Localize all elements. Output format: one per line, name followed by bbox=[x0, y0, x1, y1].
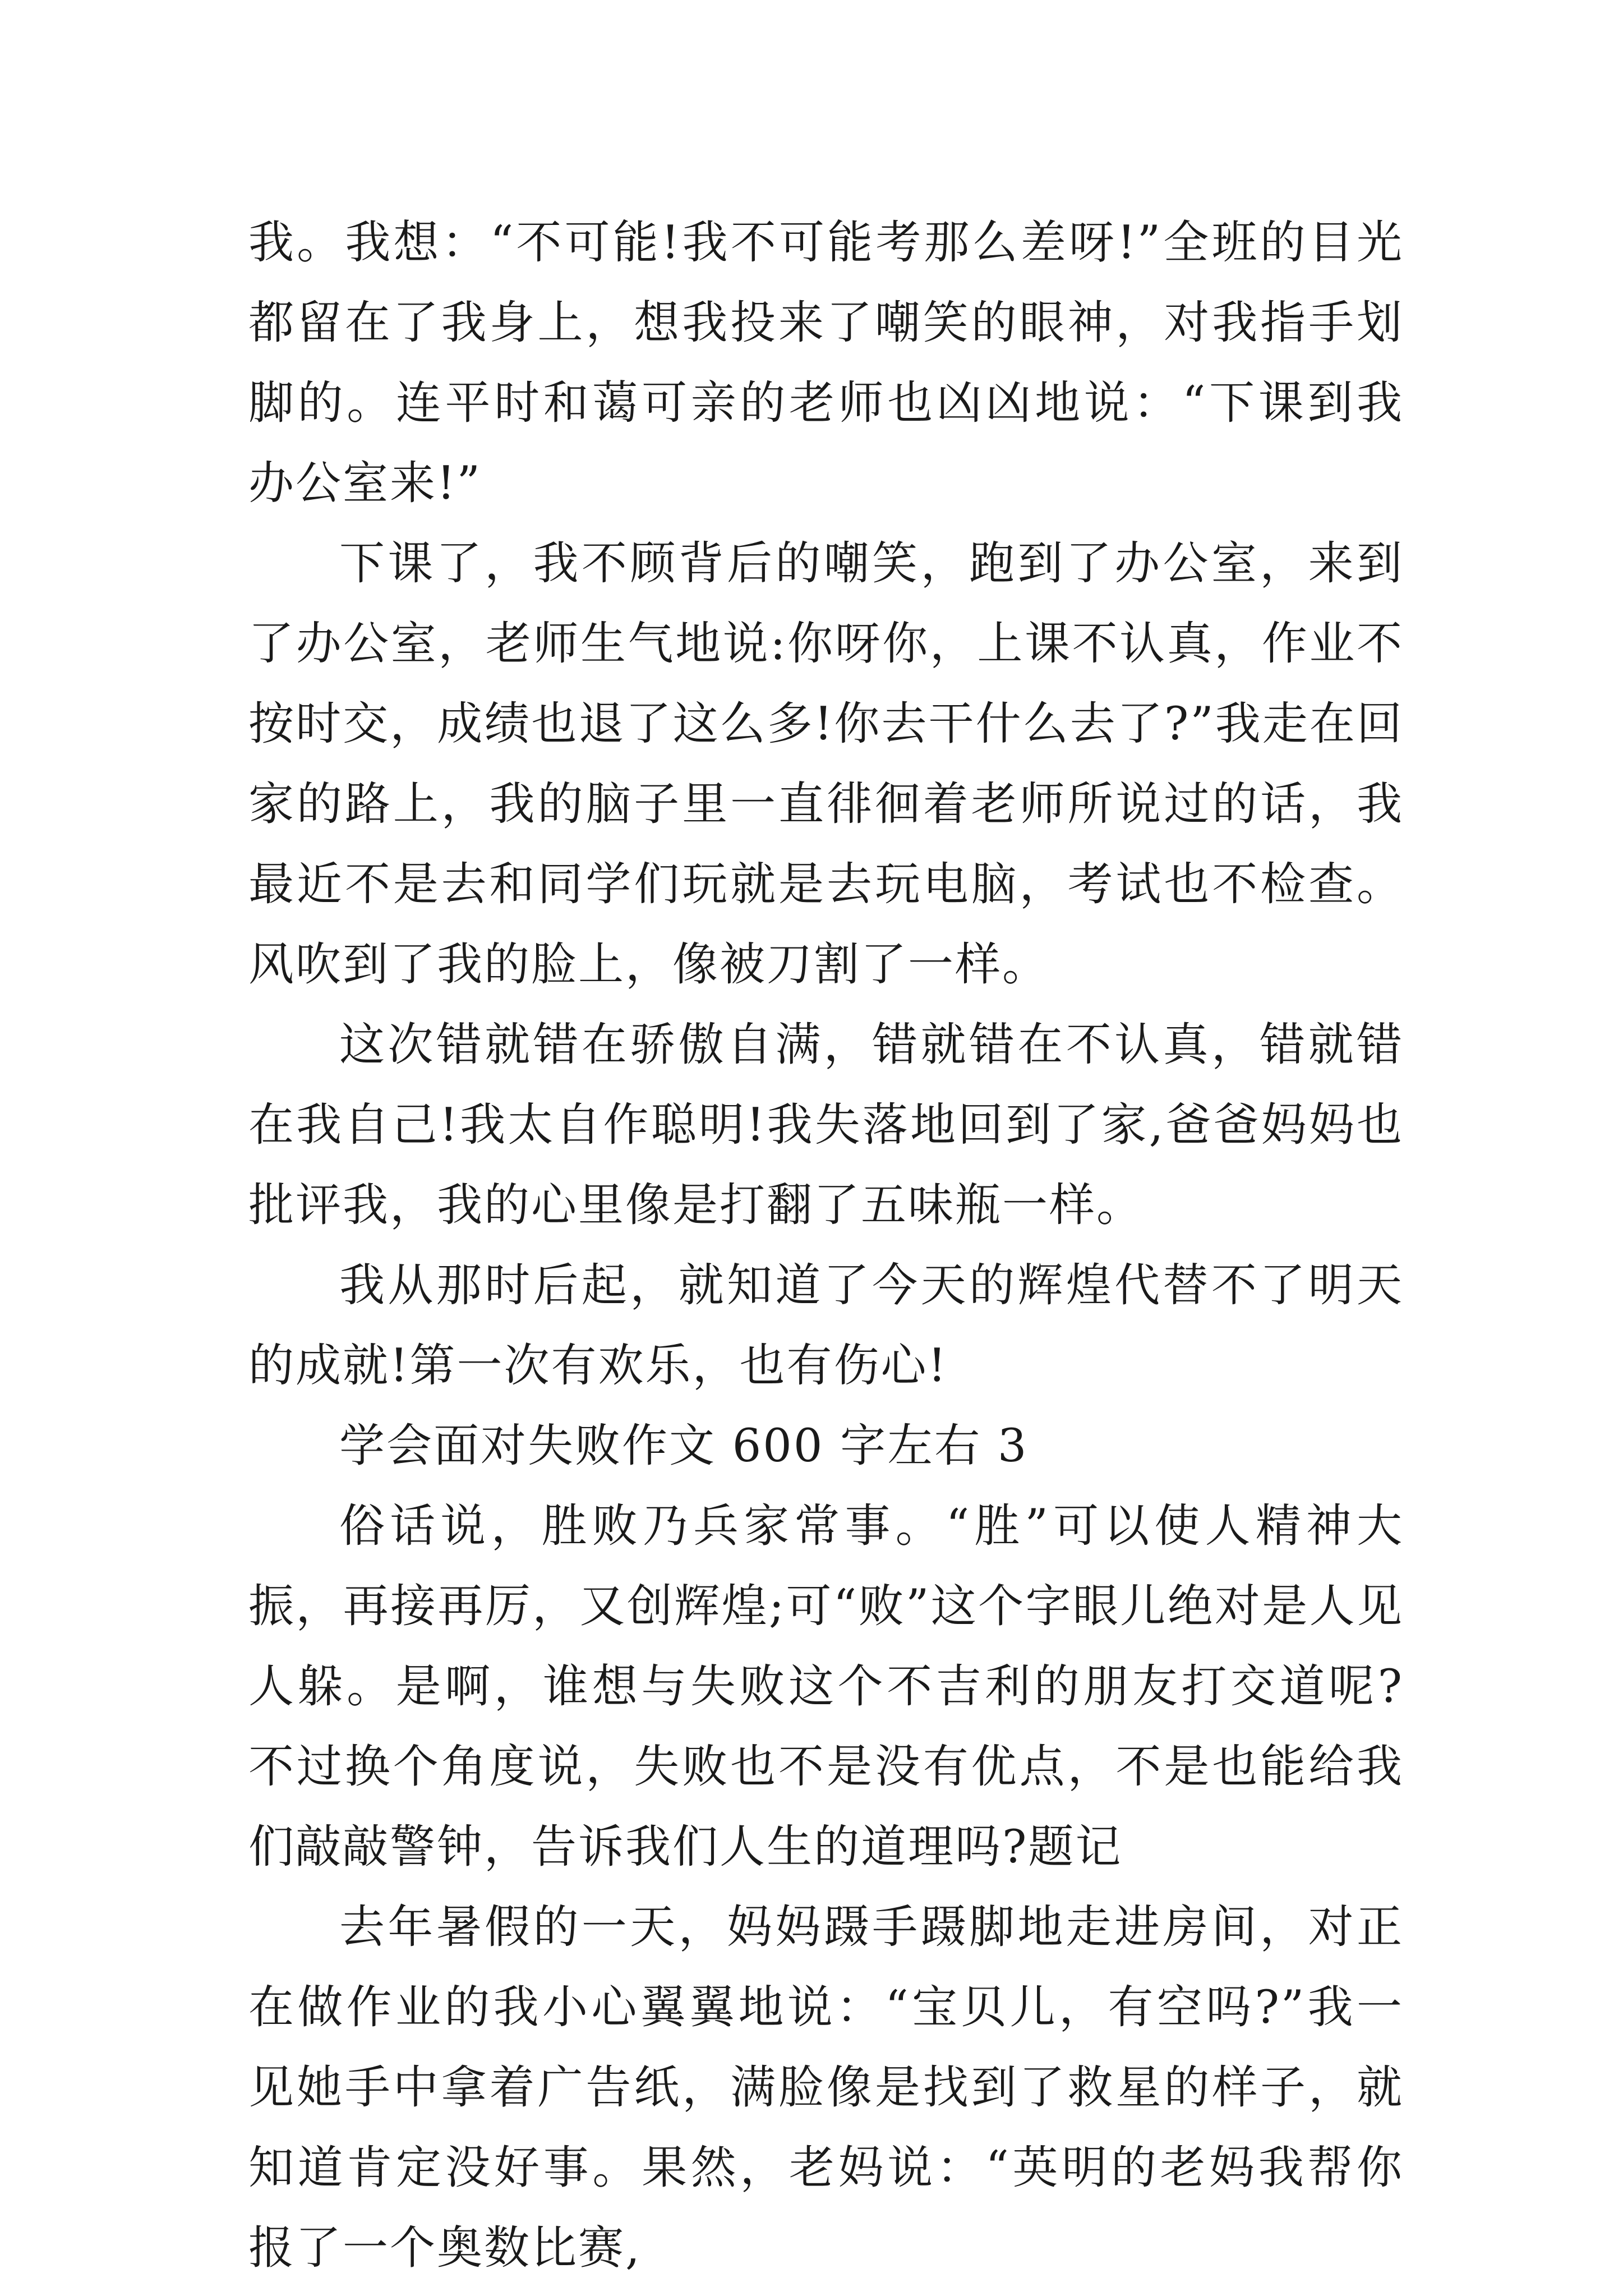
paragraph: 我从那时后起，就知道了今天的辉煌代替不了明天的成就!第一次有欢乐，也有伤心! bbox=[248, 1259, 1404, 1392]
paragraph: 俗话说，胜败乃兵家常事。“胜”可以使人精神大振，再接再厉，又创辉煌;可“败”这个字眼儿绝对是人见人躲。是啊，谁想与失败这个不吉利的朋友打交道呢?不过换个角度说，失败也不是没有优点，不是也能给我们敲敲警钟，告诉我们人生的道理吗?题记 bbox=[248, 1500, 1404, 1874]
document-body bbox=[248, 203, 1404, 2289]
paragraph: 去年暑假的一天，妈妈蹑手蹑脚地走进房间，对正在做作业的我小心翼翼地说：“宝贝儿，有空吗?”我一见她手中拿着广告纸，满脸像是找到了救星的样子，就知道肯定没好事。果然，老妈说：“英明的老妈我帮你报了一个奥数比赛, bbox=[248, 1901, 1404, 2275]
section-title: 学会面对失败作文 600 字左右 3 bbox=[339, 1420, 1029, 1473]
paragraph-continued: 我。我想：“不可能!我不可能考那么差呀!”全班的目光都留在了我身上，想我投来了嘲笑的眼神，对我指手划脚的。连平时和蔼可亲的老师也凶凶地说：“下课到我办公室来!” bbox=[248, 217, 1404, 510]
paragraph: 这次错就错在骄傲自满，错就错在不认真，错就错在我自己!我太自作聪明!我失落地回到了家,爸爸妈妈也批评我，我的心里像是打翻了五味瓶一样。 bbox=[248, 1019, 1404, 1232]
paragraph: 下课了，我不顾背后的嘲笑，跑到了办公室，来到了办公室，老师生气地说:你呀你，上课不认真，作业不按时交，成绩也退了这么多!你去干什么去了?”我走在回家的路上，我的脑子里一直徘徊着老师所说过的话，我最近不是去和同学们玩就是去玩电脑，考试也不检查。风吹到了我的脸上，像被刀割了一样。 bbox=[248, 537, 1404, 991]
